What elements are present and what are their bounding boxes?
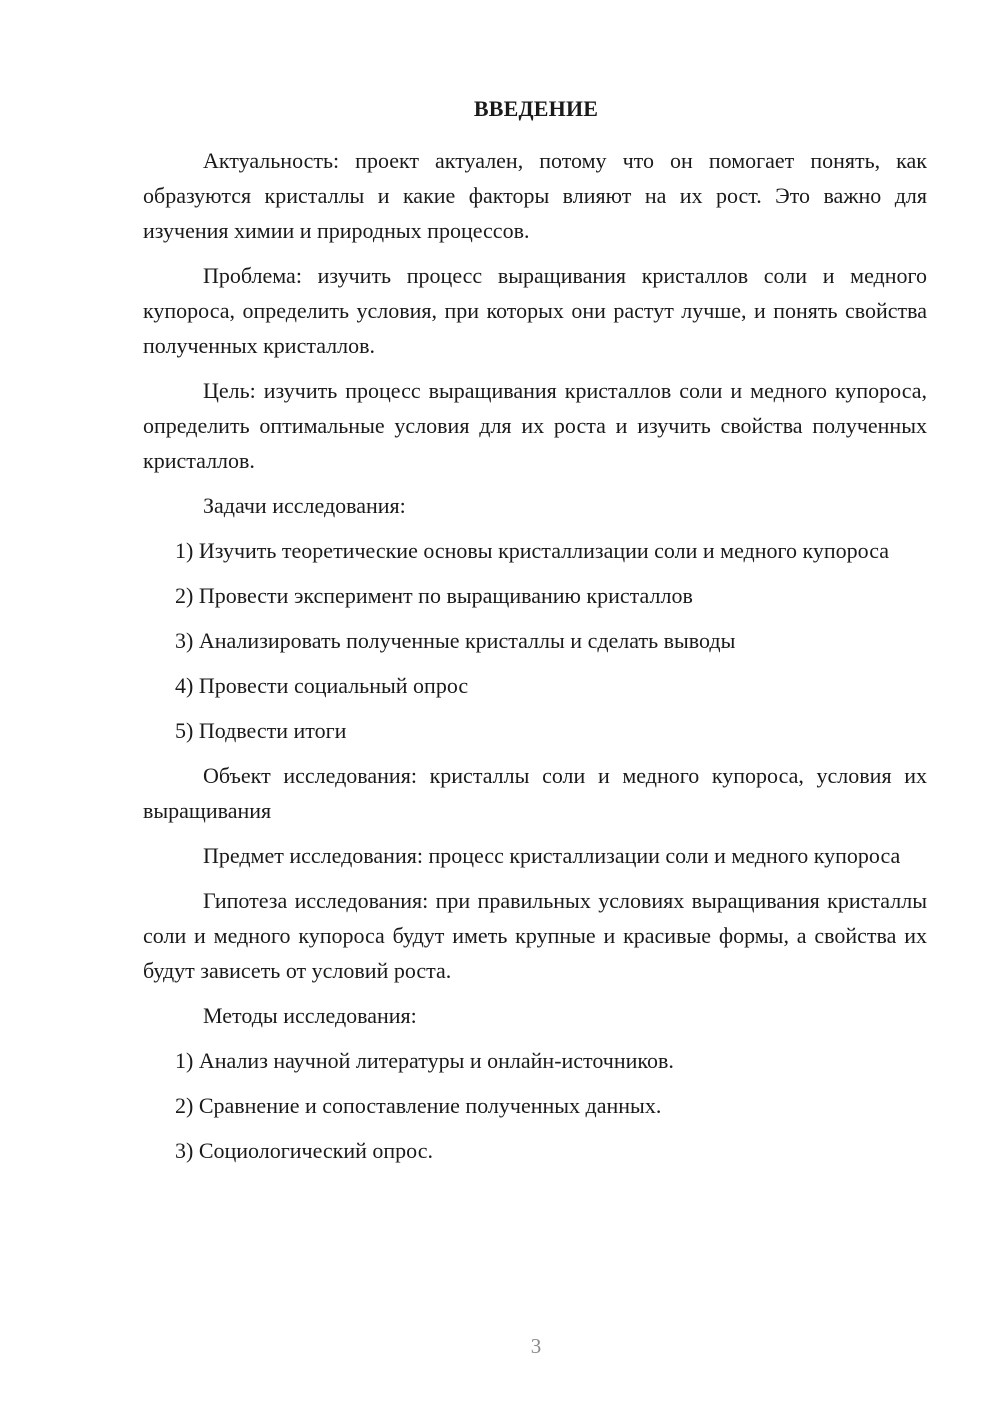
paragraph-problem: Проблема: изучить процесс выращивания кристаллов соли и медного купороса, определить условия, при которых они растут лучше, и понять свойства полученных кристаллов. <box>143 263 927 358</box>
paragraph-goal: Цель: изучить процесс выращивания кристаллов соли и медного купороса, определить оптимальные условия для их роста и изучить свойства полученных кристаллов. <box>143 378 927 473</box>
page-number: 3 <box>530 1334 542 1358</box>
task-item: 1) Изучить теоретические основы кристаллизации соли и медного купороса <box>175 538 889 563</box>
task-item: 4) Провести социальный опрос <box>175 673 469 698</box>
task-item: 3) Анализировать полученные кристаллы и сделать выводы <box>175 628 736 653</box>
paragraph-hypothesis: Гипотеза исследования: при правильных условиях выращивания кристаллы соли и медного купороса будут иметь крупные и красивые формы, а свойства их будут зависеть от условий роста. <box>143 888 927 983</box>
method-item: 1) Анализ научной литературы и онлайн-источников. <box>175 1048 674 1073</box>
page-title: ВВЕДЕНИЕ <box>473 96 599 121</box>
method-item: 3) Социологический опрос. <box>175 1138 433 1163</box>
paragraph-relevance: Актуальность: проект актуален, потому что он помогает понять, как образуются кристаллы и какие факторы влияют на их рост. Это важно для изучения химии и природных процессов. <box>143 148 927 243</box>
method-item: 2) Сравнение и сопоставление полученных данных. <box>175 1093 662 1118</box>
paragraph-object: Объект исследования: кристаллы соли и медного купороса, условия их выращивания <box>143 763 927 823</box>
paragraph-subject: Предмет исследования: процесс кристаллизации соли и медного купороса <box>203 843 901 868</box>
methods-heading: Методы исследования: <box>203 1003 417 1028</box>
tasks-heading: Задачи исследования: <box>203 493 406 518</box>
body-text <box>143 143 927 1178</box>
task-item: 2) Провести эксперимент по выращиванию кристаллов <box>175 583 693 608</box>
task-item: 5) Подвести итоги <box>175 718 347 743</box>
